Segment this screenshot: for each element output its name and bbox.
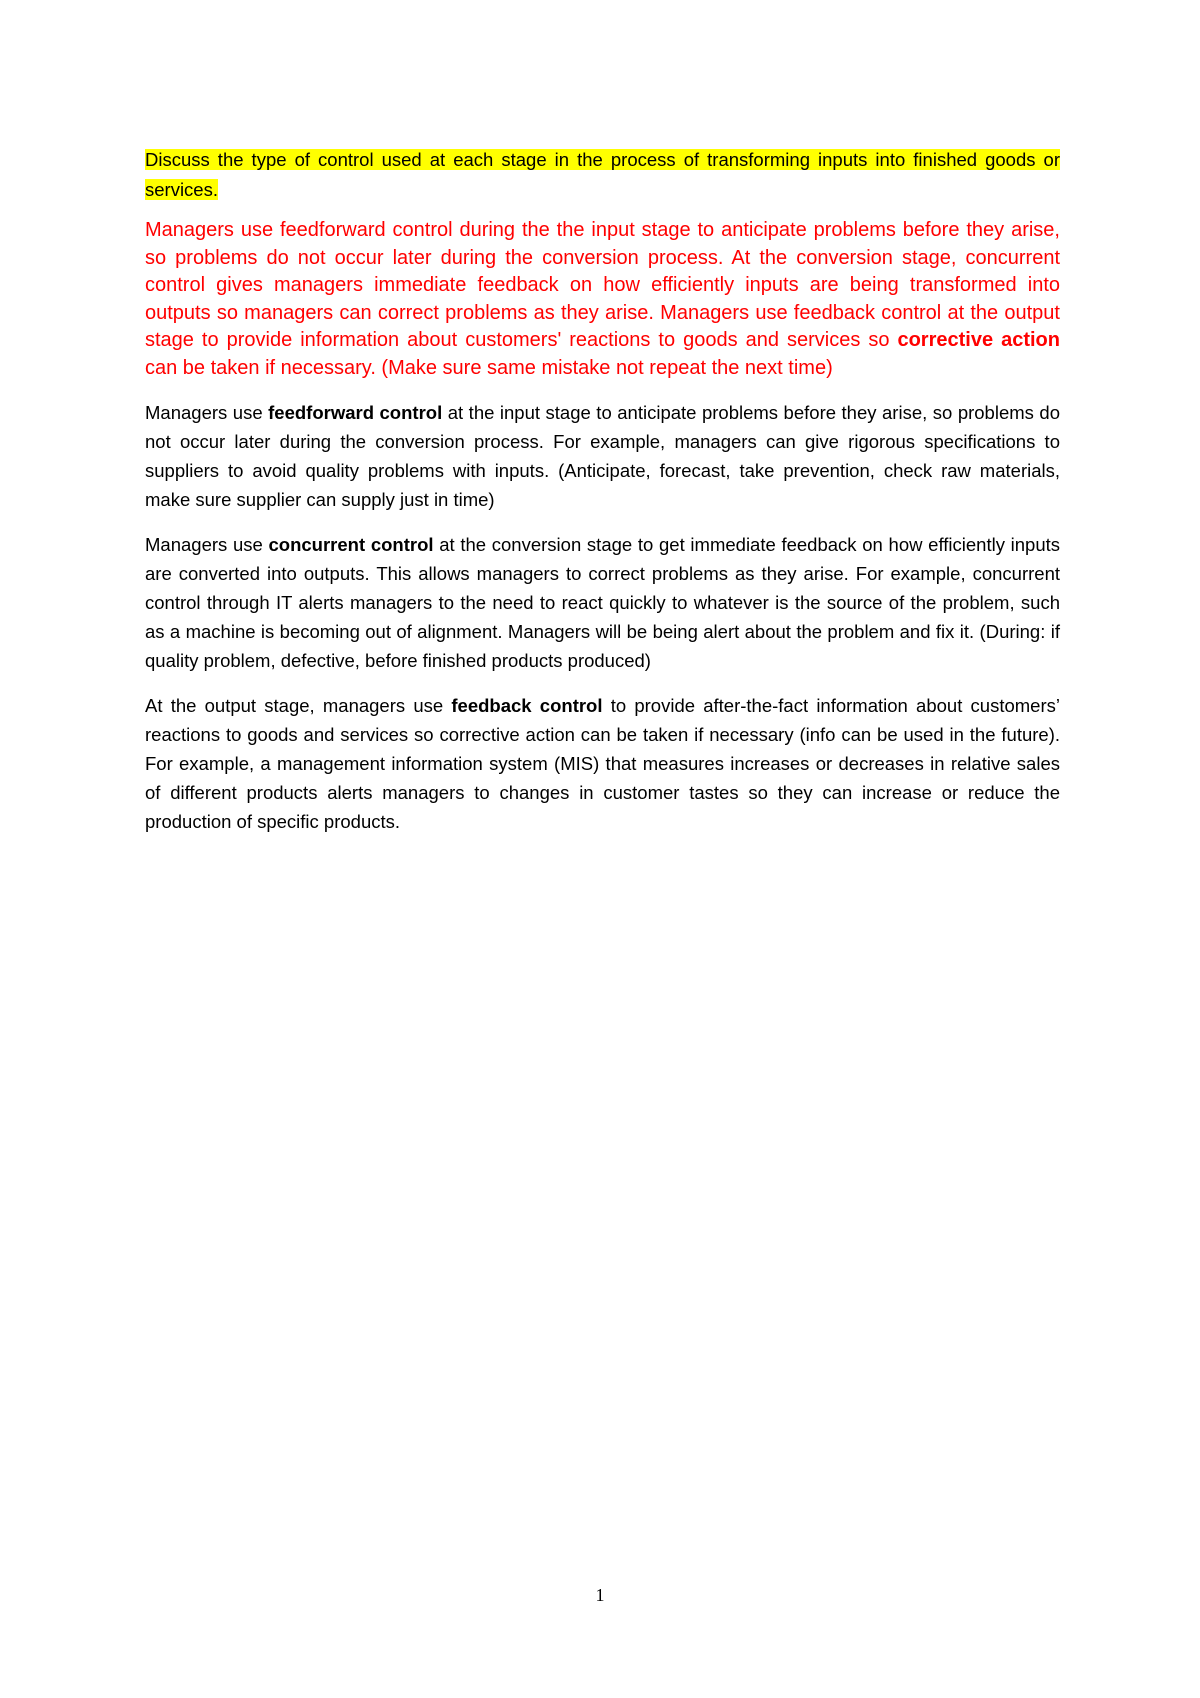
document-body bbox=[145, 145, 1060, 852]
question-paragraph bbox=[145, 145, 1060, 205]
feedforward-term: feedforward control bbox=[268, 402, 443, 423]
feedback-paragraph bbox=[145, 691, 1060, 836]
concurrent-post: at the conversion stage to get immediate feedback on how efficiently inputs are converted into outputs. This allows managers to correct problems as they arise. For example, concurrent control through IT alerts managers to the need to react quickly to whatever is the source of the problem, such as a machine is becoming out of alignment. Managers will be being alert about the problem and fix it. (During: if quality problem, defective, before finished products produced) bbox=[145, 534, 1061, 671]
concurrent-term: concurrent control bbox=[268, 534, 434, 555]
red-answer-text-2: can be taken if necessary. (Make sure same mistake not repeat the next time) bbox=[145, 356, 833, 379]
feedback-post: to provide after-the-fact information about customers’ reactions to goods and services so corrective action can be taken if necessary (info can be used in the future). For example, a management information system (MIS) that measures increases or decreases in relative sales of different products alerts managers to changes in customer tastes so they can increase or reduce the production of specific products. bbox=[145, 695, 1060, 832]
red-answer-bold: corrective action bbox=[897, 329, 1060, 351]
page-number: 1 bbox=[595, 1585, 605, 1605]
red-answer-paragraph bbox=[145, 217, 1060, 382]
feedforward-post: at the input stage to anticipate problems before they arise, so problems do not occur later during the conversion process. For example, managers can give rigorous specifications to suppliers to avoid quality problems with inputs. (Anticipate, forecast, take prevention, check raw materials, make sure supplier can supply just in time) bbox=[145, 402, 1060, 510]
concurrent-pre: Managers use bbox=[145, 534, 269, 555]
feedback-pre: At the output stage, managers use bbox=[145, 695, 452, 716]
red-answer-text-1: Managers use feedforward control during the the input stage to anticipate problems before they arise, so problems do not occur later during the conversion process. At the conversion stage, concurrent control gives managers immediate feedback on how efficiently inputs are being transformed into outputs so managers can correct problems as they arise. Managers use feedback control at the output stage to provide information about customers' reactions to goods and services so bbox=[145, 219, 1060, 351]
feedforward-paragraph bbox=[145, 398, 1060, 514]
feedback-term: feedback control bbox=[451, 695, 603, 716]
feedforward-pre: Managers use bbox=[145, 402, 269, 423]
concurrent-paragraph bbox=[145, 530, 1060, 675]
question-highlight: Discuss the type of control used at each stage in the process of transforming inputs into finished goods or services. bbox=[145, 149, 1060, 200]
